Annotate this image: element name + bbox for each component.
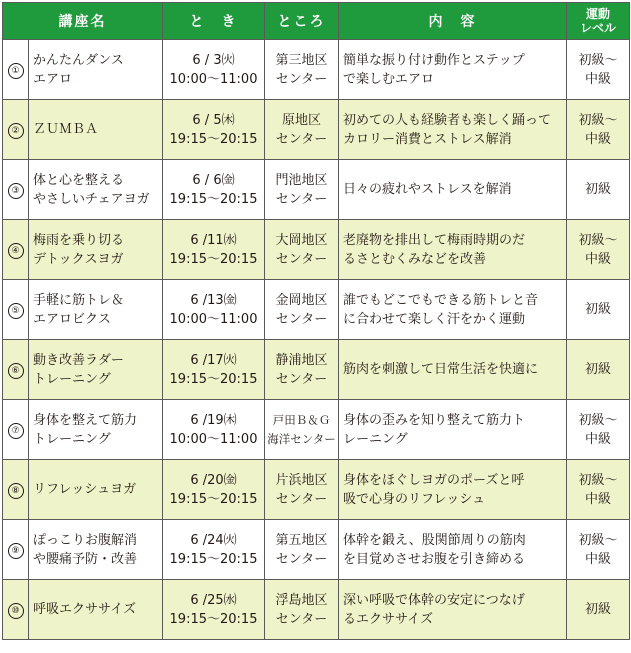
level-line1: 初級 (584, 602, 611, 617)
class-name-cell (29, 220, 163, 280)
row-number-cell (3, 580, 29, 640)
row-number: ① (8, 63, 24, 79)
content-line2: るエクササイズ (343, 611, 433, 627)
level-cell (567, 40, 630, 100)
table-row (3, 220, 630, 280)
header-level-line2: レベル (579, 21, 616, 35)
class-name-cell (29, 400, 163, 460)
class-date: 6 /19㈭ (190, 412, 237, 428)
table-row (3, 520, 630, 580)
level-line2: 中級 (584, 251, 611, 267)
level-cell (567, 460, 630, 520)
place-line2: センター (275, 491, 328, 507)
row-number: ② (8, 123, 24, 139)
content-cell (339, 460, 567, 520)
row-number: ⑧ (8, 483, 24, 499)
place-line1: 片浜地区 (275, 472, 328, 488)
table-row (3, 400, 630, 460)
place-line1: 第三地区 (275, 52, 328, 68)
row-number: ③ (8, 183, 24, 199)
class-name-line1: かんたんダンス (33, 52, 124, 68)
table-row (3, 40, 630, 100)
class-time: 19:15～20:15 (169, 191, 258, 207)
row-number: ④ (8, 243, 24, 259)
place-line2: 海洋センター (267, 431, 336, 446)
class-name-cell (29, 580, 163, 640)
class-name-cell (29, 160, 163, 220)
content-line1: 簡単な振り付け動作とステップ (343, 52, 525, 68)
table-row (3, 160, 630, 220)
class-time: 19:15～20:15 (169, 551, 258, 567)
content-line2: レーニング (343, 431, 408, 447)
place-line2: センター (275, 251, 328, 267)
class-name-line1: 手軽に筋トレ＆ (33, 292, 125, 308)
header-date: と き (163, 3, 265, 40)
place-line1: 浮島地区 (275, 592, 328, 608)
place-line1: 第五地区 (275, 532, 328, 548)
level-line2: 中級 (584, 131, 611, 147)
level-cell (567, 400, 630, 460)
level-line1: 初級～ (578, 412, 618, 428)
class-name-line1: 体と心を整える (33, 172, 125, 188)
level-line1: 初級 (584, 182, 611, 197)
header-level (567, 3, 630, 40)
place-line2: センター (275, 71, 328, 87)
header-name: 講座名 (3, 3, 163, 40)
row-number-cell (3, 340, 29, 400)
place-line2: センター (275, 371, 328, 387)
level-line1: 初級～ (578, 232, 618, 248)
class-date: 6 / 6㈮ (192, 172, 235, 188)
place-cell (265, 400, 339, 460)
level-cell (567, 580, 630, 640)
class-name-line1: 動き改善ラダー (33, 352, 124, 368)
row-number-cell (3, 460, 29, 520)
place-cell (265, 340, 339, 400)
date-cell (163, 280, 265, 340)
class-time: 19:15～20:15 (169, 371, 258, 387)
class-name-line2: や腰痛予防・改善 (33, 551, 138, 567)
content-line2: を目覚めさせお腹を引き締める (343, 551, 526, 567)
content-line2: カロリー消費とストレス解消 (343, 131, 512, 147)
level-line1: 初級～ (578, 52, 618, 68)
place-cell (265, 100, 339, 160)
class-time: 19:15～20:15 (169, 611, 258, 627)
class-name-line2: トレーニング (33, 431, 111, 447)
place-line2: センター (275, 191, 328, 207)
date-cell (163, 340, 265, 400)
class-name-line2: やさしいチェアヨガ (33, 191, 150, 207)
level-line1: 初級 (584, 362, 611, 377)
class-name-line2: エアロ (33, 71, 73, 87)
level-line2: 中級 (584, 491, 611, 507)
date-cell (163, 160, 265, 220)
place-line1: 金岡地区 (275, 292, 328, 308)
class-date: 6 / 5㈭ (192, 112, 235, 128)
table-row (3, 100, 630, 160)
row-number-cell (3, 160, 29, 220)
place-line2: センター (275, 551, 328, 567)
class-name-line1: 呼吸エクササイズ (33, 602, 136, 617)
place-cell (265, 160, 339, 220)
content-line2: 吸で心身のリフレッシュ (343, 491, 486, 507)
class-schedule-table (2, 2, 630, 640)
class-date: 6 /20㈮ (190, 472, 237, 488)
place-line1: 静浦地区 (275, 352, 328, 368)
header-content: 内 容 (339, 3, 567, 40)
place-line2: センター (275, 611, 328, 627)
level-line2: 中級 (584, 551, 611, 567)
content-line1: 筋肉を刺激して日常生活を快適に (343, 362, 539, 377)
place-cell (265, 40, 339, 100)
class-name-line2: トレーニング (33, 371, 111, 387)
class-name-line1: 梅雨を乗り切る (33, 232, 125, 248)
row-number-cell (3, 220, 29, 280)
content-cell (339, 100, 567, 160)
class-time: 10:00～11:00 (169, 71, 258, 87)
level-cell (567, 160, 630, 220)
content-line1: 身体の歪みを知り整えて筋力ト (343, 412, 526, 428)
class-name-cell (29, 100, 163, 160)
date-cell (163, 400, 265, 460)
place-cell (265, 520, 339, 580)
content-line1: 初めての人も経験者も楽しく踊って (343, 112, 552, 128)
row-number-cell (3, 100, 29, 160)
content-line1: 日々の疲れやストレスを解消 (343, 182, 512, 197)
place-line1: 原地区 (281, 112, 321, 128)
level-cell (567, 340, 630, 400)
class-name-line1: ＺＵＭＢＡ (33, 122, 99, 137)
level-cell (567, 280, 630, 340)
content-cell (339, 340, 567, 400)
class-name-line1: 身体を整えて筋力 (33, 412, 138, 428)
row-number-cell (3, 520, 29, 580)
content-line2: で楽しむエアロ (343, 71, 435, 87)
date-cell (163, 40, 265, 100)
content-line2: に合わせて楽しく汗をかく運動 (343, 311, 526, 327)
header-row (3, 3, 630, 40)
class-name-line1: ぽっこりお腹解消 (33, 532, 138, 548)
row-number-cell (3, 280, 29, 340)
content-cell (339, 160, 567, 220)
place-cell (265, 220, 339, 280)
class-name-cell (29, 340, 163, 400)
date-cell (163, 100, 265, 160)
level-line1: 初級～ (578, 472, 618, 488)
level-cell (567, 520, 630, 580)
place-line1: 戸田Ｂ＆Ｇ (272, 412, 331, 427)
class-date: 6 /11㈬ (190, 232, 237, 248)
date-cell (163, 460, 265, 520)
class-date: 6 /13㈮ (190, 292, 237, 308)
class-date: 6 /25㈬ (190, 592, 237, 608)
class-name-line1: リフレッシュヨガ (33, 482, 137, 497)
class-date: 6 / 3㈫ (192, 52, 235, 68)
place-line1: 門池地区 (275, 172, 328, 188)
content-line1: 身体をほぐしヨガのポーズと呼 (343, 472, 525, 488)
content-line1: 誰でもどこでもできる筋トレと音 (343, 292, 539, 308)
class-date: 6 /24㈫ (190, 532, 237, 548)
level-cell (567, 100, 630, 160)
place-cell (265, 460, 339, 520)
row-number: ⑥ (8, 363, 24, 379)
content-cell (339, 220, 567, 280)
content-line2: るさとむくみなどを改善 (343, 251, 487, 267)
row-number: ⑤ (8, 303, 24, 319)
class-name-cell (29, 40, 163, 100)
class-time: 10:00～11:00 (169, 311, 258, 327)
class-time: 19:15～20:15 (169, 491, 258, 507)
row-number-cell (3, 40, 29, 100)
content-line1: 老廃物を排出して梅雨時期のだ (343, 232, 526, 248)
class-time: 10:00～11:00 (169, 431, 258, 447)
content-cell (339, 400, 567, 460)
table-row (3, 580, 630, 640)
class-name-cell (29, 280, 163, 340)
table-row (3, 340, 630, 400)
class-time: 19:15～20:15 (169, 251, 258, 267)
level-line2: 中級 (584, 431, 611, 447)
class-date: 6 /17㈫ (190, 352, 237, 368)
place-cell (265, 580, 339, 640)
class-name-line2: エアロビクス (33, 311, 111, 327)
place-line2: センター (275, 311, 328, 327)
date-cell (163, 520, 265, 580)
table-row (3, 460, 630, 520)
class-name-cell (29, 460, 163, 520)
table-row (3, 280, 630, 340)
content-cell (339, 580, 567, 640)
content-cell (339, 520, 567, 580)
level-line2: 中級 (584, 71, 611, 87)
place-line1: 大岡地区 (275, 232, 328, 248)
level-line1: 初級～ (578, 112, 618, 128)
row-number: ⑦ (8, 423, 24, 439)
class-time: 19:15～20:15 (169, 131, 258, 147)
content-cell (339, 40, 567, 100)
date-cell (163, 220, 265, 280)
place-cell (265, 280, 339, 340)
level-line1: 初級 (584, 302, 611, 317)
level-line1: 初級～ (578, 532, 618, 548)
date-cell (163, 580, 265, 640)
class-name-cell (29, 520, 163, 580)
row-number: ⑩ (8, 603, 24, 619)
content-cell (339, 280, 567, 340)
class-name-line2: デトックスヨガ (33, 251, 124, 267)
header-place: ところ (265, 3, 339, 40)
header-level-line1: 運動 (585, 7, 610, 21)
row-number-cell (3, 400, 29, 460)
level-cell (567, 220, 630, 280)
content-line1: 深い呼吸で体幹の安定につなげ (343, 592, 525, 608)
row-number: ⑨ (8, 543, 24, 559)
place-line2: センター (275, 131, 328, 147)
content-line1: 体幹を鍛え、股関節周りの筋肉 (343, 532, 526, 548)
